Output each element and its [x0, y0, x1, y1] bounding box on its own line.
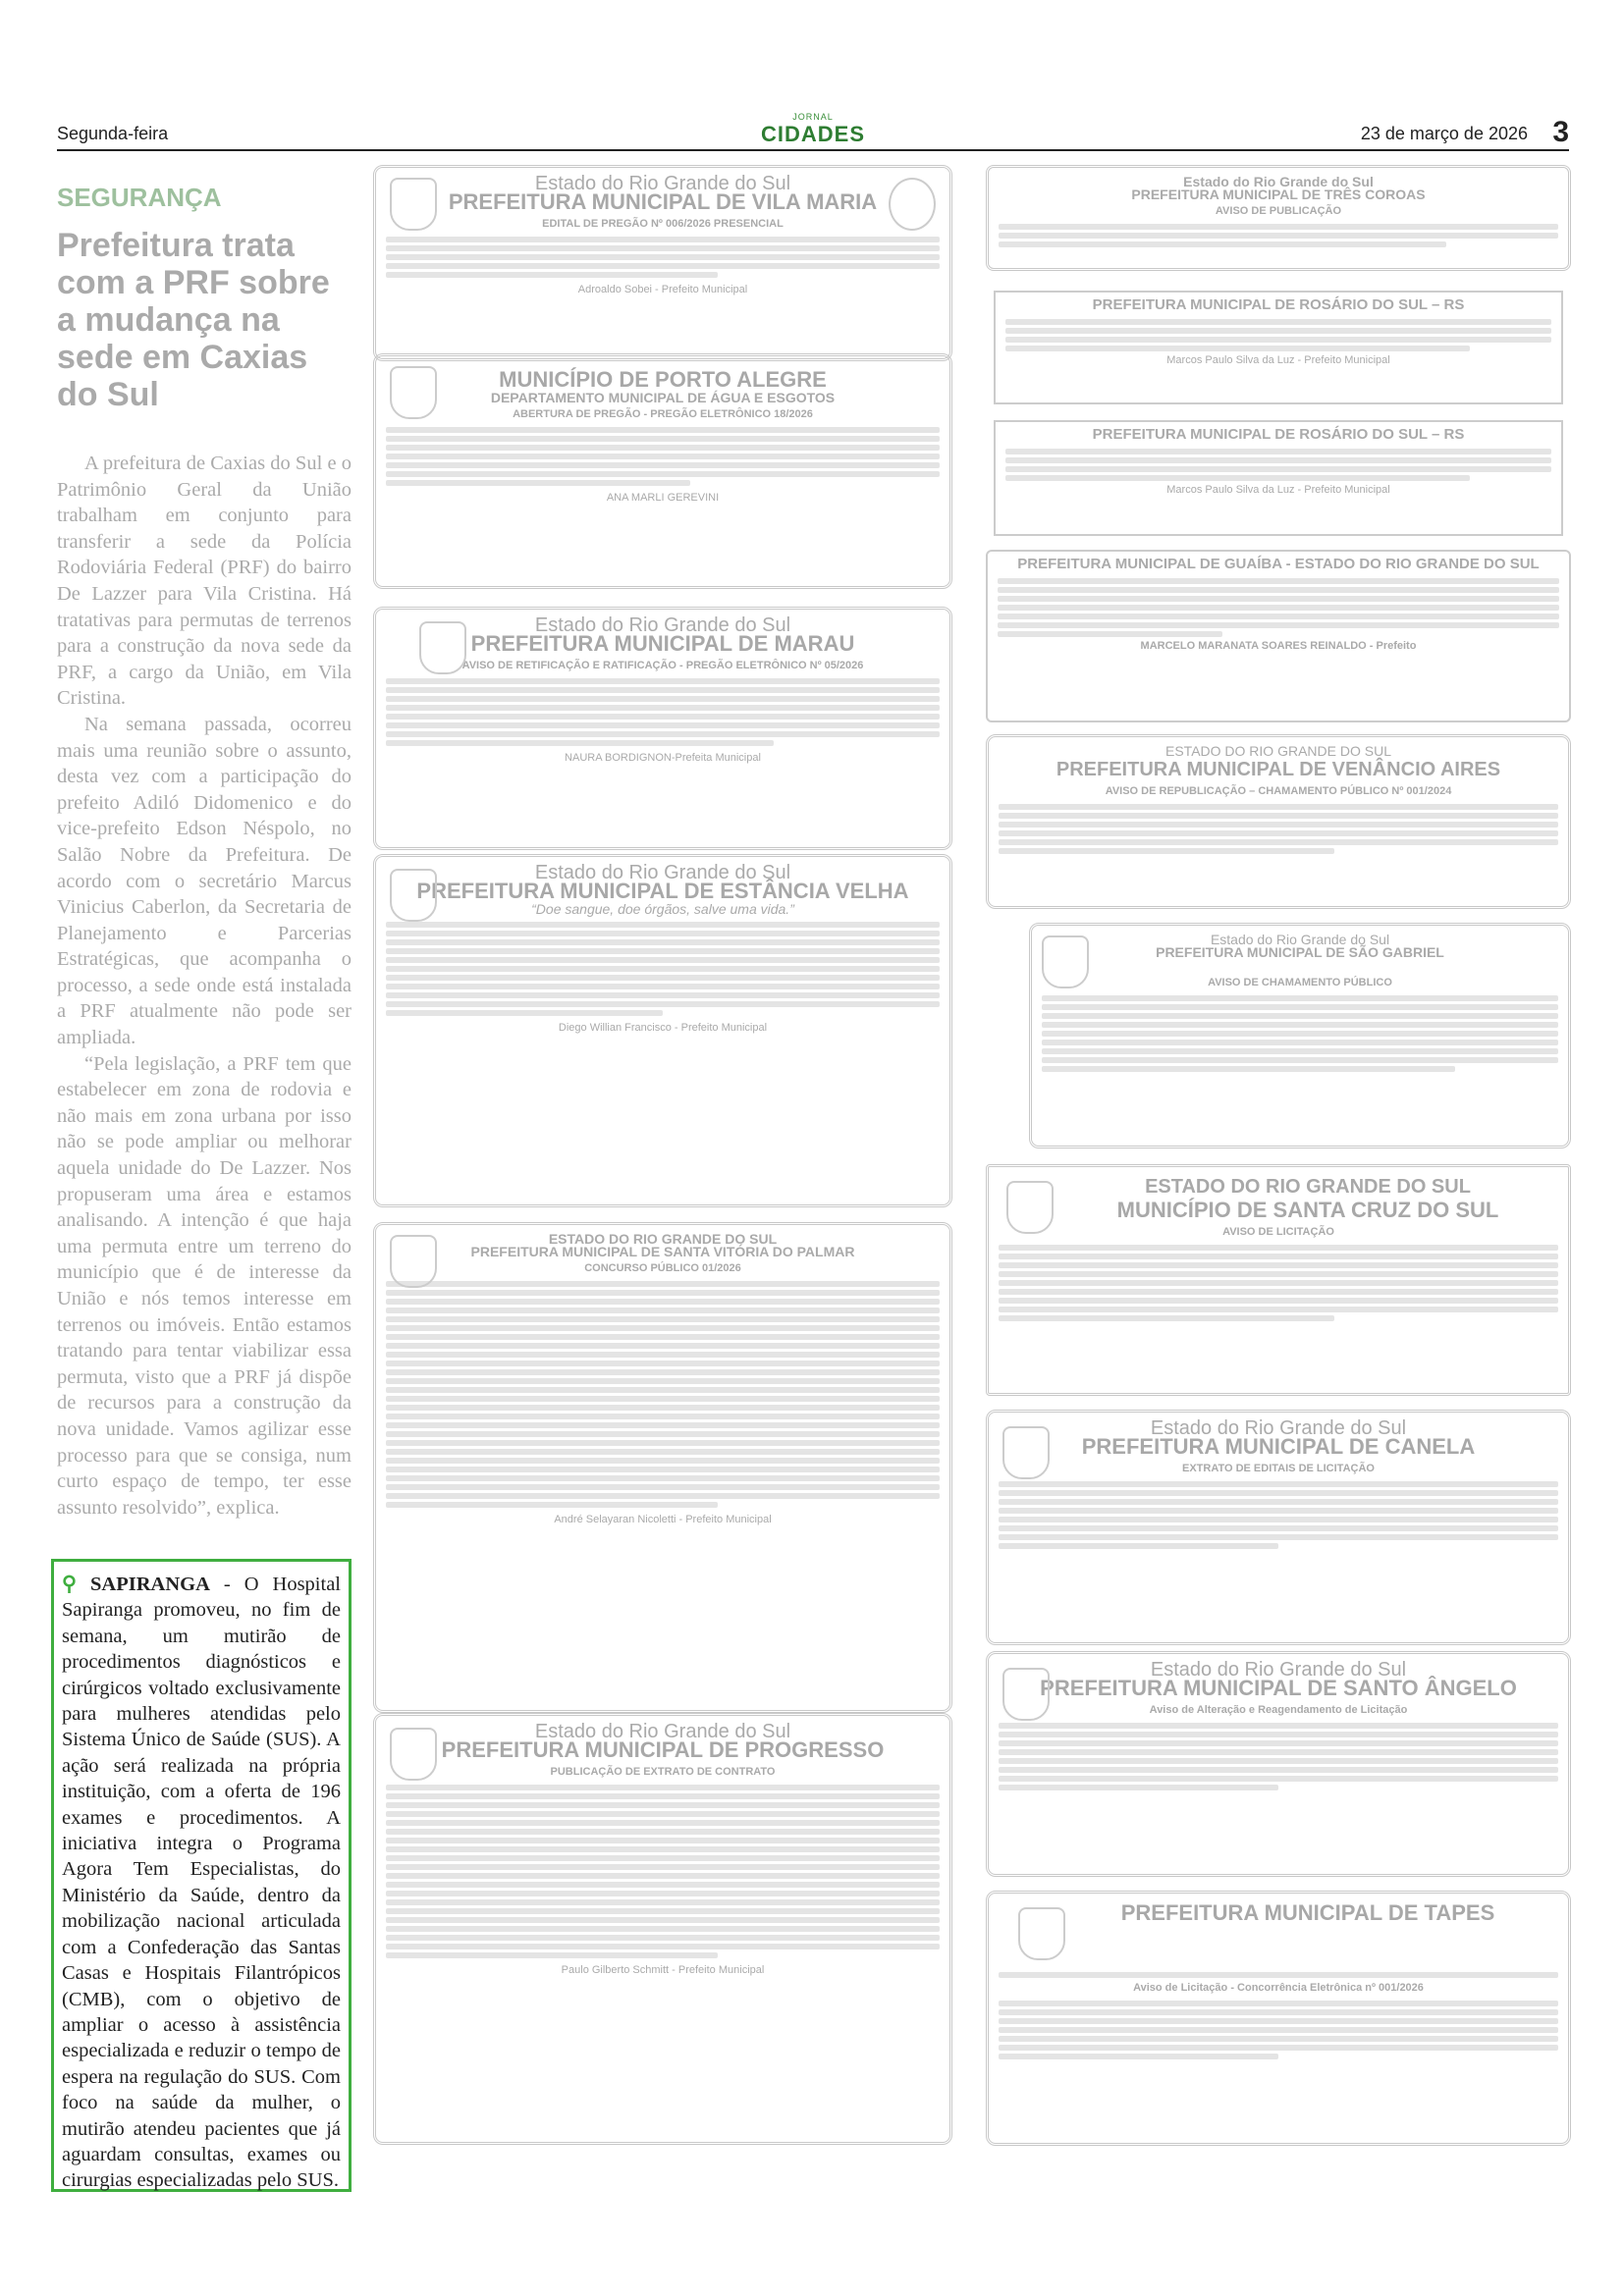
legal-ad: [994, 291, 1563, 404]
page-number: 3: [1552, 116, 1569, 148]
legal-ad: [986, 734, 1571, 909]
ad-title: PREFEITURA MUNICIPAL DE VILA MARIA: [448, 189, 878, 214]
ad-subtitle: AVISO DE LICITAÇÃO: [1222, 1226, 1334, 1238]
crest-icon: [1018, 1907, 1065, 1960]
ad-subtitle: AVISO DE PUBLICAÇÃO: [1215, 205, 1342, 217]
crest-icon: [1006, 1181, 1054, 1234]
ad-state: MUNICÍPIO DE PORTO ALEGRE: [499, 367, 827, 392]
ad-title: PREFEITURA MUNICIPAL DE CANELA: [1081, 1434, 1476, 1459]
news-note-box: [51, 1559, 352, 2192]
legal-ad: [373, 165, 952, 361]
ad-signature: NAURA BORDIGNON-Prefeita Municipal: [565, 752, 761, 764]
legal-ad: [986, 1891, 1571, 2146]
location-pin-icon: ⚲: [62, 1574, 78, 1595]
ad-state: Estado do Rio Grande do Sul: [534, 173, 791, 194]
ad-title: PREFEITURA MUNICIPAL DE TAPES: [1120, 1900, 1495, 1925]
note-text: - O Hospital Sapiranga promoveu, no fim de semana, um mutirão de procedimentos diagnósticos e cirúrgicos voltado exclusivamente para mulheres atendidas pelo Sistema Único de Saúde (SUS). A ação será realizada na própria instituição, com a oferta de 196 exames e procedimentos. A iniciativa integra o Programa Agora Tem Especialistas, do Ministério da Saúde, dentro da mobilização nacional articulada com a Confederação das Santas Casas e Hospitais Filantrópicos (CMB), com o objetivo de ampliar o acesso à assistência especializada e reduzir o tempo de espera na regulação do SUS. Com foco na saúde da mulher, o mutirão atendeu pacientes que já aguardam consultas, exames ou cirurgias especializadas pelo SUS.: [62, 1574, 341, 2192]
crest-icon: [390, 366, 437, 419]
legal-ad: [1029, 923, 1571, 1148]
ad-subtitle: EXTRATO DE EDITAIS DE LICITAÇÃO: [1182, 1463, 1375, 1474]
article-body: [57, 451, 352, 1521]
legal-ad: [986, 1651, 1571, 1877]
header-day: Segunda-feira: [57, 124, 169, 143]
ad-title: PREFEITURA MUNICIPAL DE TRÊS COROAS: [1131, 187, 1426, 202]
ad-state: Estado do Rio Grande do Sul: [1210, 932, 1390, 947]
ad-subtitle: EDITAL DE PREGÃO Nº 006/2026 PRESENCIAL: [542, 218, 784, 230]
ad-title: PREFEITURA MUNICIPAL DE ROSÁRIO DO SUL – RS: [1092, 426, 1465, 443]
seal-icon: [889, 178, 936, 231]
ad-signature: MARCELO MARANATA SOARES REINALDO - Prefeito: [1140, 640, 1417, 652]
ad-title: PREFEITURA MUNICIPAL DE SÃO GABRIEL: [1156, 944, 1444, 960]
ad-state: Estado do Rio Grande do Sul: [534, 862, 791, 883]
legal-ad: [994, 420, 1563, 536]
note-place: SAPIRANGA: [90, 1574, 210, 1595]
newspaper-logo: [761, 112, 865, 147]
crest-icon: [390, 869, 437, 922]
legal-ad: [373, 854, 952, 1207]
ad-state: ESTADO DO RIO GRANDE DO SUL: [1145, 1176, 1471, 1198]
ad-state: ESTADO DO RIO GRANDE DO SUL: [548, 1231, 778, 1247]
article-paragraph: A prefeitura de Caxias do Sul e o Patrimônio Geral da União trabalham em conjunto para transferir a sede da Polícia Rodoviária Federal (PRF) do bairro De Lazzer para Vila Cristina. Há tratativas para permutas de terrenos para a construção da nova sede da PRF, a cargo da União, em Vila Cristina.: [57, 453, 352, 710]
legal-ad: [373, 1713, 952, 2145]
ad-title: MUNICÍPIO DE SANTA CRUZ DO SUL: [1116, 1198, 1499, 1222]
logo-text: CIDADES: [760, 122, 866, 146]
legal-ad: [373, 353, 952, 589]
legal-ad: [373, 1222, 952, 1713]
article-headline: Prefeitura trata com a PRF sobre a mudança na sede em Caxias do Sul: [57, 227, 330, 413]
crest-icon: [1042, 935, 1089, 988]
ad-signature: Marcos Paulo Silva da Luz - Prefeito Municipal: [1166, 484, 1390, 496]
ad-state: Estado do Rio Grande do Sul: [1150, 1417, 1407, 1439]
ad-state: ESTADO DO RIO GRANDE DO SUL: [1165, 743, 1391, 759]
crest-icon: [390, 1235, 437, 1288]
ad-state: Estado do Rio Grande do Sul: [534, 614, 791, 636]
ad-state: Estado do Rio Grande do Sul: [1183, 174, 1374, 189]
article-paragraph: “Pela legislação, a PRF tem que estabelecer em zona de rodovia e não mais em zona urbana por isso não se pode ampliar ou melhorar aquela unidade do De Lazzer. Nos propuseram uma área e estamos analisando. A intenção é que haja uma permuta entre um terreno do município que é de interesse da União e nós temos interesse em terrenos ou imóveis. Então estamos tratando para tentar viabilizar essa permuta, visto que a PRF já dispõe de recursos para a construção da nova unidade. Vamos agilizar esse processo para que se consiga, num curto espaço de tempo, ter esse assunto resolvido”, explica.: [57, 1052, 352, 1519]
crest-icon: [390, 1728, 437, 1781]
ad-signature: Diego Willian Francisco - Prefeito Municipal: [558, 1022, 768, 1034]
legal-ad: [986, 165, 1571, 271]
ad-signature: Marcos Paulo Silva da Luz - Prefeito Municipal: [1166, 354, 1390, 366]
ad-subtitle: PUBLICAÇÃO DE EXTRATO DE CONTRATO: [550, 1766, 776, 1778]
crest-icon: [1002, 1668, 1050, 1721]
ad-subtitle: AVISO DE CHAMAMENTO PÚBLICO: [1208, 977, 1392, 988]
legal-ad: [986, 1410, 1571, 1645]
ad-subtitle: Aviso de Alteração e Reagendamento de Licitação: [1149, 1704, 1408, 1716]
ad-subtitle: CONCURSO PÚBLICO 01/2026: [584, 1262, 741, 1274]
crest-icon: [1002, 1426, 1050, 1479]
ad-title: PREFEITURA MUNICIPAL DE SANTO ÂNGELO: [1040, 1676, 1517, 1700]
ad-subtitle: ABERTURA DE PREGÃO - PREGÃO ELETRÔNICO 18/2026: [513, 408, 813, 420]
ad-signature: Paulo Gilberto Schmitt - Prefeito Municipal: [561, 1964, 765, 1976]
ad-title: PREFEITURA MUNICIPAL DE GUAÍBA - ESTADO DO RIO GRANDE DO SUL: [1017, 556, 1540, 572]
legal-ad: [373, 607, 952, 850]
logo-small: JORNAL: [792, 112, 834, 122]
article-column: [57, 175, 352, 1521]
ad-signature: André Selayaran Nicoletti - Prefeito Municipal: [554, 1514, 772, 1525]
header-date: 23 de março de 2026: [1360, 124, 1528, 143]
ad-title: PREFEITURA MUNICIPAL DE ESTÂNCIA VELHA: [416, 879, 909, 903]
ad-title: PREFEITURA MUNICIPAL DE ROSÁRIO DO SUL – RS: [1092, 296, 1465, 313]
ad-title: PREFEITURA MUNICIPAL DE SANTA VITÓRIA DO PALMAR: [470, 1244, 855, 1259]
ad-subtitle: AVISO DE REPUBLICAÇÃO – CHAMAMENTO PÚBLICO Nº 001/2024: [1105, 785, 1452, 797]
legal-ad: [986, 550, 1571, 722]
page-header: [57, 112, 1569, 151]
crest-icon: [390, 178, 437, 231]
ad-title: PREFEITURA MUNICIPAL DE MARAU: [470, 631, 855, 656]
legal-ad: [986, 1164, 1571, 1396]
ad-title: PREFEITURA MUNICIPAL DE PROGRESSO: [441, 1737, 885, 1762]
ad-title: DEPARTAMENTO MUNICIPAL DE ÁGUA E ESGOTOS: [490, 390, 836, 405]
ad-state: Estado do Rio Grande do Sul: [534, 1721, 791, 1742]
article-paragraph: Na semana passada, ocorreu mais uma reunião sobre o assunto, desta vez com a participação do prefeito Adiló Didomenico e do vice-prefeito Edson Néspolo, no Salão Nobre da Prefeitura. De acordo com o secretário Marcus Vinicius Caberlon, da Secretaria de Planejamento e Parcerias Estratégicas, que acompanha o processo, a sede onde está instalada a PRF atualmente não pode ser ampliada.: [57, 713, 352, 1049]
article-kicker: SEGURANÇA: [57, 183, 222, 212]
ad-state: Estado do Rio Grande do Sul: [1150, 1659, 1407, 1681]
ad-slogan: “Doe sangue, doe órgãos, salve uma vida.”: [531, 901, 794, 917]
ad-subtitle: Aviso de Licitação - Concorrência Eletrônica nº 001/2026: [1133, 1982, 1424, 1994]
ad-subtitle: AVISO DE RETIFICAÇÃO E RATIFICAÇÃO - PREGÃO ELETRÔNICO Nº 05/2026: [461, 660, 864, 671]
ad-title: PREFEITURA MUNICIPAL DE VENÂNCIO AIRES: [1056, 759, 1501, 780]
crest-icon: [419, 621, 466, 674]
ad-signature: Adroaldo Sobei - Prefeito Municipal: [577, 284, 748, 295]
ad-signature: ANA MARLI GEREVINI: [606, 492, 720, 504]
